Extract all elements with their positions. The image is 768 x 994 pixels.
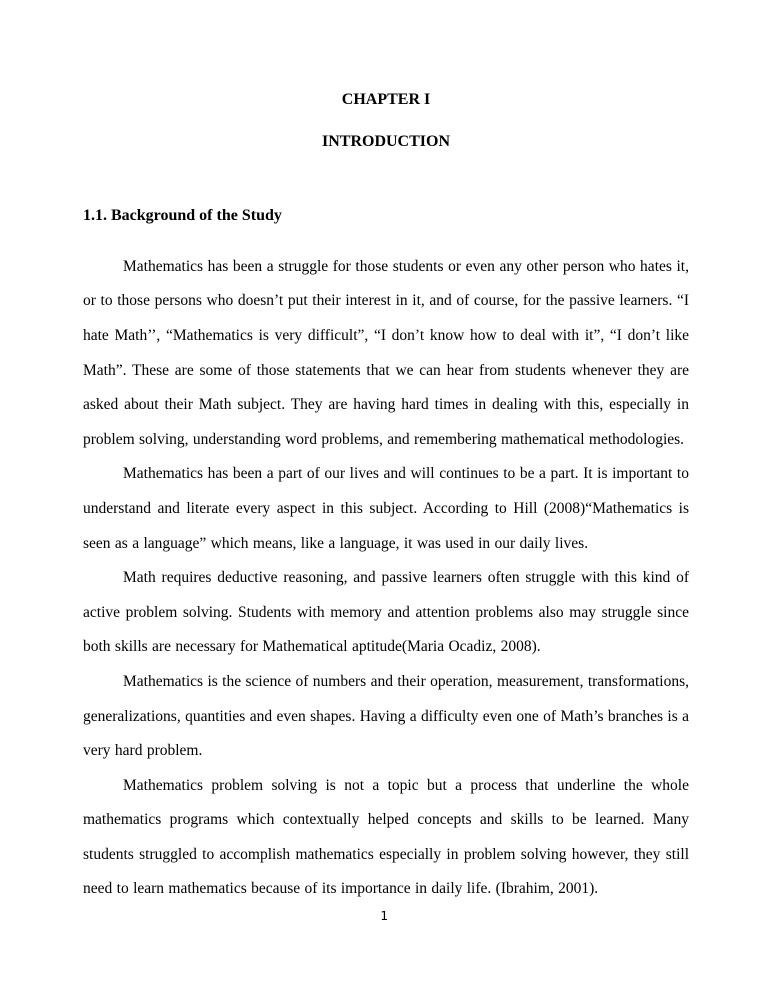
paragraph-3: Math requires deductive reasoning, and passive learners often struggle with this kind of active problem solving. Students with memory and attention problems also may struggle since both skills are necessary for Mathematical aptitude(Maria Ocadiz, 2008). bbox=[83, 569, 689, 656]
paragraph-2: Mathematics has been a part of our lives and will continues to be a part. It is important to understand and literate every aspect in this subject. According to Hill (2008)“Mathematics is seen as a language” which means, like a language, it was used in our daily lives. bbox=[83, 465, 689, 552]
page-number: 1 bbox=[380, 908, 388, 923]
chapter-subtitle: INTRODUCTION bbox=[321, 132, 450, 150]
paragraph-4: Mathematics is the science of numbers and their operation, measurement, transformations, generalizations, quantities and even shapes. Having a difficulty even one of Math’s branches is a very hard problem. bbox=[83, 672, 689, 760]
body-text bbox=[83, 250, 689, 907]
paragraph-5: Mathematics problem solving is not a topic but a process that underline the whole mathematics programs which contextually helped concepts and skills to be learned. Many students struggled to accomplish mathematics especially in problem solving however, they still need to learn mathematics because of its importance in daily life. (Ibrahim, 2001). bbox=[83, 776, 689, 898]
section-heading: 1.1. Background of the Study bbox=[83, 207, 282, 225]
paragraph-1: Mathematics has been a struggle for those students or even any other person who hates it, or to those persons who doesn’t put their interest in it, and of course, for the passive learners. “I hate Math’’, “Mathematics is very difficult”, “I don’t know how to deal with it”, “I don’t like Math”. These are some of those statements that we can hear from students whenever they are asked about their Math subject. They are having hard times in dealing with this, especially in problem solving, understanding word problems, and remembering mathematical methodologies. bbox=[83, 257, 689, 448]
chapter-title: CHAPTER I bbox=[341, 91, 431, 108]
